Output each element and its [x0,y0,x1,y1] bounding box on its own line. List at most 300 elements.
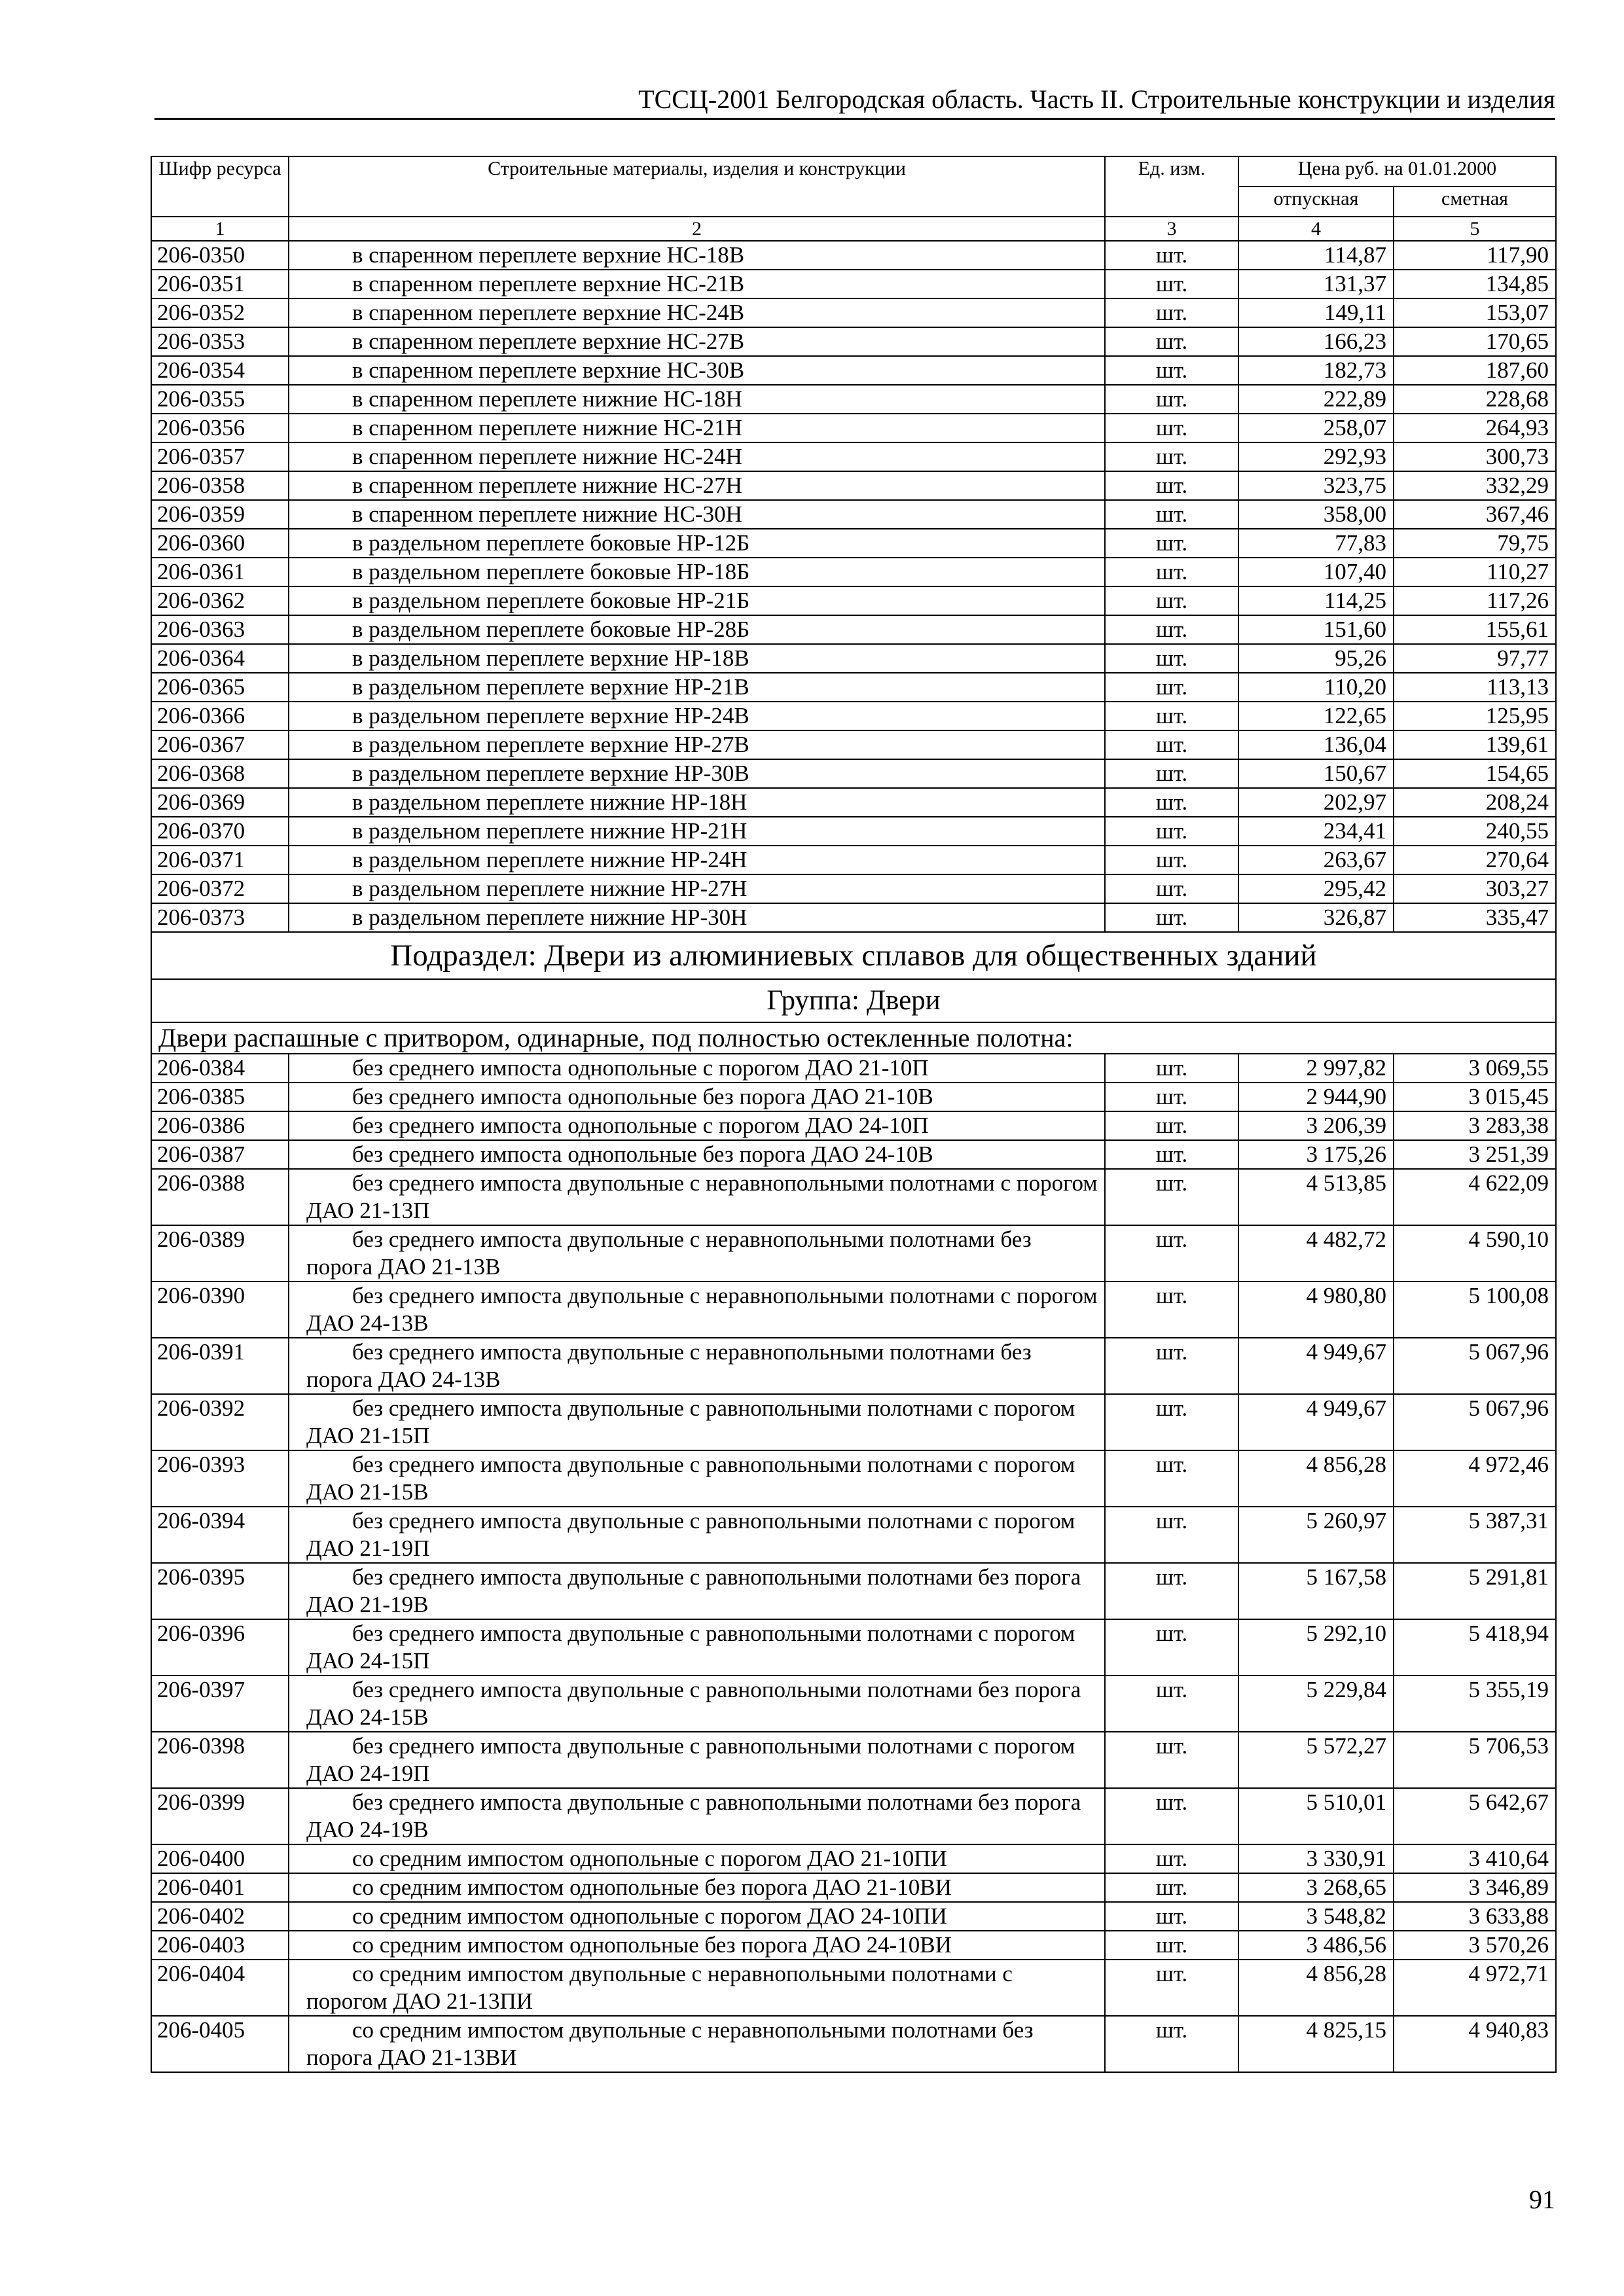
row-name [289,903,1105,932]
row-unit: шт. [1105,1083,1238,1111]
row-name-text: в раздельном переплете нижние НР-24Н [352,847,748,872]
row-price-release: 3 175,26 [1238,1140,1394,1169]
row-unit: шт. [1105,1169,1238,1225]
row-code: 206-0358 [151,471,289,500]
row-price-estimate: 5 291,81 [1394,1563,1556,1619]
header-price-estimate: сметная [1394,187,1556,217]
price-table [151,156,1557,2073]
row-price-estimate: 228,68 [1394,385,1556,414]
row-name-text: в спаренном переплете верхние НС-24В [352,300,745,325]
table-row [151,903,1556,932]
row-code: 206-0399 [151,1788,289,1844]
row-unit: шт. [1105,1788,1238,1844]
row-price-release: 95,26 [1238,644,1394,673]
table-row [151,586,1556,615]
column-number-row [151,217,1556,241]
row-price-estimate: 117,26 [1394,586,1556,615]
table-body-doors [151,1054,1556,2072]
row-name-text: в спаренном переплете нижние НС-18Н [352,386,742,412]
row-name [289,817,1105,846]
row-price-estimate: 155,61 [1394,615,1556,644]
row-unit: шт. [1105,817,1238,846]
row-code: 206-0405 [151,2016,289,2072]
row-price-estimate: 4 590,10 [1394,1225,1556,1282]
row-code: 206-0400 [151,1844,289,1873]
row-name [289,1619,1105,1676]
table-row [151,1676,1556,1732]
row-price-estimate: 5 067,96 [1394,1338,1556,1394]
row-name-text: без среднего импоста двупольные с равнопольными полотнами без порога ДАО 24-19В [306,1789,1081,1842]
row-name-text: без среднего импоста однопольные с порогом ДАО 21-10П [352,1055,929,1081]
row-code: 206-0394 [151,1507,289,1563]
row-name-text: без среднего импоста двупольные с равнопольными полотнами с порогом ДАО 24-15П [306,1621,1075,1674]
row-unit: шт. [1105,1873,1238,1902]
row-name [289,1083,1105,1111]
page-number: 91 [1529,2185,1555,2214]
row-code: 206-0359 [151,500,289,529]
table-row [151,1507,1556,1563]
row-unit: шт. [1105,298,1238,327]
row-code: 206-0401 [151,1873,289,1902]
row-name-text: в раздельном переплете нижние НР-21Н [352,818,748,844]
subsection-row [151,932,1556,979]
row-unit: шт. [1105,1225,1238,1282]
row-code: 206-0351 [151,270,289,298]
row-unit: шт. [1105,1282,1238,1338]
row-name-text: со средним импостом однопольные без порога ДАО 24-10ВИ [352,1932,952,1958]
row-name-text: со средним импостом однопольные с порогом ДАО 24-10ПИ [352,1903,947,1929]
row-code: 206-0386 [151,1111,289,1140]
row-price-release: 4 949,67 [1238,1394,1394,1450]
row-price-estimate: 187,60 [1394,356,1556,385]
row-price-estimate: 125,95 [1394,702,1556,730]
row-name [289,702,1105,730]
row-price-estimate: 4 940,83 [1394,2016,1556,2072]
row-price-estimate: 170,65 [1394,327,1556,356]
row-name [289,298,1105,327]
table-row [151,1619,1556,1676]
row-price-release: 4 856,28 [1238,1450,1394,1507]
page-header-title: ТССЦ-2001 Белгородская область. Часть II. Строительные конструкции и изделия [638,84,1555,114]
row-unit: шт. [1105,414,1238,442]
row-unit: шт. [1105,1676,1238,1732]
row-price-release: 107,40 [1238,558,1394,586]
row-name-text: без среднего импоста двупольные с неравнопольными полотнами с порогом ДАО 24-13В [306,1283,1098,1336]
row-name [289,1225,1105,1282]
table-row [151,1083,1556,1111]
row-code: 206-0362 [151,586,289,615]
row-price-estimate: 335,47 [1394,903,1556,932]
row-name-text: в раздельном переплете боковые НР-21Б [352,588,750,613]
row-code: 206-0371 [151,846,289,874]
table-row [151,414,1556,442]
row-name-text: в спаренном переплете нижние НС-30Н [352,501,742,527]
row-name [289,1282,1105,1338]
table-row [151,1169,1556,1225]
row-price-release: 258,07 [1238,414,1394,442]
row-code: 206-0353 [151,327,289,356]
row-name [289,1394,1105,1450]
table-header-row [151,156,1556,187]
row-price-estimate: 3 410,64 [1394,1844,1556,1873]
row-price-estimate: 79,75 [1394,529,1556,558]
table-row [151,1394,1556,1450]
row-price-estimate: 208,24 [1394,788,1556,817]
row-price-release: 114,25 [1238,586,1394,615]
row-unit: шт. [1105,270,1238,298]
table-row [151,1931,1556,1960]
row-name-text: без среднего импоста двупольные с неравнопольными полотнами без порога ДАО 24-13В [306,1339,1032,1392]
row-name [289,1054,1105,1083]
table-row [151,788,1556,817]
table-row [151,1140,1556,1169]
row-name [289,730,1105,759]
row-price-estimate: 3 251,39 [1394,1140,1556,1169]
row-price-release: 4 825,15 [1238,2016,1394,2072]
row-name [289,1450,1105,1507]
row-name [289,1844,1105,1873]
row-price-estimate: 367,46 [1394,500,1556,529]
row-unit: шт. [1105,327,1238,356]
row-code: 206-0365 [151,673,289,702]
row-price-release: 323,75 [1238,471,1394,500]
row-name [289,759,1105,788]
column-number: 5 [1394,217,1556,241]
row-price-release: 4 513,85 [1238,1169,1394,1225]
row-price-release: 5 229,84 [1238,1676,1394,1732]
table-row [151,385,1556,414]
table-row [151,558,1556,586]
column-number: 3 [1105,217,1238,241]
table-row [151,846,1556,874]
row-code: 206-0368 [151,759,289,788]
table-row [151,241,1556,270]
row-name-text: без среднего импоста однопольные без порога ДАО 21-10В [352,1084,933,1109]
table-row [151,817,1556,846]
row-name-text: в спаренном переплете верхние НС-21В [352,271,745,296]
row-name [289,1169,1105,1225]
table-row [151,471,1556,500]
row-name-text: без среднего импоста двупольные с неравнопольными полотнами с порогом ДАО 21-13П [306,1170,1098,1223]
table-row [151,702,1556,730]
row-code: 206-0398 [151,1732,289,1788]
row-price-estimate: 4 972,46 [1394,1450,1556,1507]
row-price-release: 358,00 [1238,500,1394,529]
row-unit: шт. [1105,615,1238,644]
row-name [289,1563,1105,1619]
row-code: 206-0389 [151,1225,289,1282]
row-name [289,788,1105,817]
row-name-text: со средним импостом двупольные с неравнопольными полотнами без порога ДАО 21-13ВИ [306,2017,1034,2070]
row-code: 206-0390 [151,1282,289,1338]
row-code: 206-0395 [151,1563,289,1619]
table-row [151,1338,1556,1394]
row-price-estimate: 5 100,08 [1394,1282,1556,1338]
table-row [151,500,1556,529]
row-price-release: 222,89 [1238,385,1394,414]
row-price-release: 4 856,28 [1238,1960,1394,2016]
row-name [289,500,1105,529]
row-unit: шт. [1105,385,1238,414]
table-row [151,673,1556,702]
row-price-release: 122,65 [1238,702,1394,730]
row-code: 206-0373 [151,903,289,932]
row-name-text: без среднего импоста двупольные с равнопольными полотнами без порога ДАО 21-19В [306,1564,1081,1617]
row-unit: шт. [1105,1619,1238,1676]
row-name [289,1338,1105,1394]
row-unit: шт. [1105,1902,1238,1931]
row-price-release: 5 572,27 [1238,1732,1394,1788]
table-body-section-heads [151,932,1556,1054]
table-row [151,1450,1556,1507]
row-unit: шт. [1105,1563,1238,1619]
row-price-estimate: 153,07 [1394,298,1556,327]
row-price-estimate: 4 972,71 [1394,1960,1556,2016]
row-unit: шт. [1105,1054,1238,1083]
row-price-estimate: 5 418,94 [1394,1619,1556,1676]
row-price-release: 292,93 [1238,442,1394,471]
table-row [151,1788,1556,1844]
row-price-estimate: 5 387,31 [1394,1507,1556,1563]
row-price-release: 131,37 [1238,270,1394,298]
table-row [151,298,1556,327]
table-row [151,1054,1556,1083]
row-name-text: в спаренном переплете нижние НС-21Н [352,415,742,440]
row-name-text: в раздельном переплете верхние НР-24В [352,703,749,728]
row-price-release: 3 548,82 [1238,1902,1394,1931]
row-price-estimate: 5 355,19 [1394,1676,1556,1732]
row-name-text: в спаренном переплете верхние НС-30В [352,357,745,383]
row-unit: шт. [1105,2016,1238,2072]
row-name [289,846,1105,874]
row-name-text: в раздельном переплете боковые НР-18Б [352,559,750,584]
row-name [289,615,1105,644]
row-price-estimate: 4 622,09 [1394,1169,1556,1225]
row-unit: шт. [1105,759,1238,788]
row-unit: шт. [1105,586,1238,615]
row-unit: шт. [1105,1111,1238,1140]
row-name-text: в спаренном переплете нижние НС-24Н [352,444,742,469]
row-price-release: 136,04 [1238,730,1394,759]
row-price-estimate: 134,85 [1394,270,1556,298]
row-price-release: 5 510,01 [1238,1788,1394,1844]
row-name [289,327,1105,356]
row-price-release: 149,11 [1238,298,1394,327]
row-price-estimate: 303,27 [1394,874,1556,903]
row-price-release: 5 167,58 [1238,1563,1394,1619]
header-unit: Ед. изм. [1105,156,1238,217]
header-name: Строительные материалы, изделия и конструкции [289,156,1105,217]
row-price-release: 2 944,90 [1238,1083,1394,1111]
row-price-release: 3 268,65 [1238,1873,1394,1902]
row-code: 206-0369 [151,788,289,817]
table-row [151,442,1556,471]
intro-row [151,1022,1556,1054]
row-name-text: в раздельном переплете верхние НР-30В [352,761,749,786]
row-price-release: 263,67 [1238,846,1394,874]
row-name [289,1507,1105,1563]
row-name [289,1902,1105,1931]
row-name-text: в раздельном переплете боковые НР-28Б [352,617,750,642]
row-code: 206-0384 [151,1054,289,1083]
row-name-text: без среднего импоста двупольные с равнопольными полотнами с порогом ДАО 21-15П [306,1395,1075,1448]
row-name-text: в раздельном переплете верхние НР-21В [352,674,749,700]
row-unit: шт. [1105,558,1238,586]
row-unit: шт. [1105,874,1238,903]
row-name-text: без среднего импоста двупольные с равнопольными полотнами с порогом ДАО 21-19П [306,1508,1075,1561]
row-code: 206-0356 [151,414,289,442]
row-code: 206-0364 [151,644,289,673]
row-name [289,1676,1105,1732]
row-code: 206-0366 [151,702,289,730]
table-body-windows [151,241,1556,932]
column-number: 4 [1238,217,1394,241]
row-price-release: 4 482,72 [1238,1225,1394,1282]
row-name-text: в спаренном переплете верхние НС-27В [352,329,745,354]
row-name-text: без среднего импоста двупольные с равнопольными полотнами с порогом ДАО 24-19П [306,1733,1075,1786]
row-name-text: без среднего импоста двупольные с равнопольными полотнами с порогом ДАО 21-15В [306,1452,1075,1505]
row-code: 206-0392 [151,1394,289,1450]
row-code: 206-0372 [151,874,289,903]
row-name-text: в раздельном переплете верхние НР-18В [352,645,749,671]
row-unit: шт. [1105,1338,1238,1394]
row-price-release: 151,60 [1238,615,1394,644]
row-code: 206-0396 [151,1619,289,1676]
row-price-estimate: 5 642,67 [1394,1788,1556,1844]
row-price-release: 4 949,67 [1238,1338,1394,1394]
row-price-estimate: 5 067,96 [1394,1394,1556,1450]
row-price-estimate: 3 570,26 [1394,1931,1556,1960]
row-name [289,270,1105,298]
row-name [289,1960,1105,2016]
row-code: 206-0363 [151,615,289,644]
table-row [151,644,1556,673]
row-price-release: 4 980,80 [1238,1282,1394,1338]
row-unit: шт. [1105,1732,1238,1788]
row-name [289,1732,1105,1788]
row-code: 206-0361 [151,558,289,586]
row-name [289,1873,1105,1902]
row-price-release: 150,67 [1238,759,1394,788]
row-price-release: 295,42 [1238,874,1394,903]
row-code: 206-0352 [151,298,289,327]
row-name-text: без среднего импоста однопольные с порогом ДАО 24-10П [352,1113,929,1138]
row-unit: шт. [1105,644,1238,673]
row-unit: шт. [1105,1394,1238,1450]
row-name-text: без среднего импоста однопольные без порога ДАО 24-10В [352,1141,933,1167]
group-row [151,979,1556,1022]
row-code: 206-0393 [151,1450,289,1507]
row-name-text: со средним импостом однопольные с порогом ДАО 21-10ПИ [352,1846,947,1871]
row-name [289,2016,1105,2072]
row-price-estimate: 110,27 [1394,558,1556,586]
row-price-estimate: 270,64 [1394,846,1556,874]
row-price-release: 2 997,82 [1238,1054,1394,1083]
row-name [289,874,1105,903]
row-code: 206-0391 [151,1338,289,1394]
row-name [289,471,1105,500]
row-name [289,1931,1105,1960]
row-unit: шт. [1105,1931,1238,1960]
row-unit: шт. [1105,1507,1238,1563]
row-price-estimate: 3 015,45 [1394,1083,1556,1111]
row-name [289,673,1105,702]
row-name-text: в раздельном переплете нижние НР-30Н [352,905,748,930]
row-price-release: 326,87 [1238,903,1394,932]
row-name-text: без среднего импоста двупольные с неравнопольными полотнами без порога ДАО 21-13В [306,1227,1032,1280]
row-code: 206-0402 [151,1902,289,1931]
row-code: 206-0385 [151,1083,289,1111]
row-code: 206-0350 [151,241,289,270]
row-price-estimate: 154,65 [1394,759,1556,788]
column-number: 2 [289,217,1105,241]
row-name [289,529,1105,558]
table-row [151,1282,1556,1338]
row-price-release: 3 206,39 [1238,1111,1394,1140]
row-code: 206-0367 [151,730,289,759]
intro-text: Двери распашные с притвором, одинарные, под полностью остекленные полотна: [151,1022,1556,1054]
row-name [289,1111,1105,1140]
row-name-text: без среднего импоста двупольные с равнопольными полотнами без порога ДАО 24-15В [306,1677,1081,1730]
row-unit: шт. [1105,1450,1238,1507]
row-price-estimate: 300,73 [1394,442,1556,471]
table-row [151,356,1556,385]
row-code: 206-0397 [151,1676,289,1732]
row-price-estimate: 5 706,53 [1394,1732,1556,1788]
table-row [151,327,1556,356]
row-name [289,558,1105,586]
row-name [289,414,1105,442]
row-unit: шт. [1105,529,1238,558]
row-unit: шт. [1105,788,1238,817]
row-name [289,241,1105,270]
row-name [289,644,1105,673]
row-unit: шт. [1105,1844,1238,1873]
header-price-release: отпускная [1238,187,1394,217]
row-name-text: со средним импостом однопольные без порога ДАО 21-10ВИ [352,1874,952,1900]
row-name [289,442,1105,471]
row-price-release: 234,41 [1238,817,1394,846]
row-name-text: в раздельном переплете нижние НР-27Н [352,876,748,901]
table-row [151,1563,1556,1619]
row-code: 206-0354 [151,356,289,385]
row-unit: шт. [1105,442,1238,471]
row-price-estimate: 3 283,38 [1394,1111,1556,1140]
row-unit: шт. [1105,730,1238,759]
row-name-text: в раздельном переплете нижние НР-18Н [352,789,748,815]
table-row [151,270,1556,298]
row-name-text: со средним импостом двупольные с неравнопольными полотнами с порогом ДАО 21-13ПИ [306,1961,1013,2014]
row-name-text: в спаренном переплете нижние НС-27Н [352,473,742,498]
row-name [289,1788,1105,1844]
table-row [151,730,1556,759]
row-price-release: 114,87 [1238,241,1394,270]
column-number: 1 [151,217,289,241]
row-price-release: 110,20 [1238,673,1394,702]
table-row [151,615,1556,644]
table-row [151,1732,1556,1788]
row-unit: шт. [1105,241,1238,270]
row-price-estimate: 113,13 [1394,673,1556,702]
row-unit: шт. [1105,356,1238,385]
group-title: Группа: Двери [151,979,1556,1022]
row-price-estimate: 240,55 [1394,817,1556,846]
row-code: 206-0387 [151,1140,289,1169]
row-code: 206-0370 [151,817,289,846]
row-price-estimate: 97,77 [1394,644,1556,673]
row-price-release: 3 330,91 [1238,1844,1394,1873]
row-unit: шт. [1105,1960,1238,2016]
